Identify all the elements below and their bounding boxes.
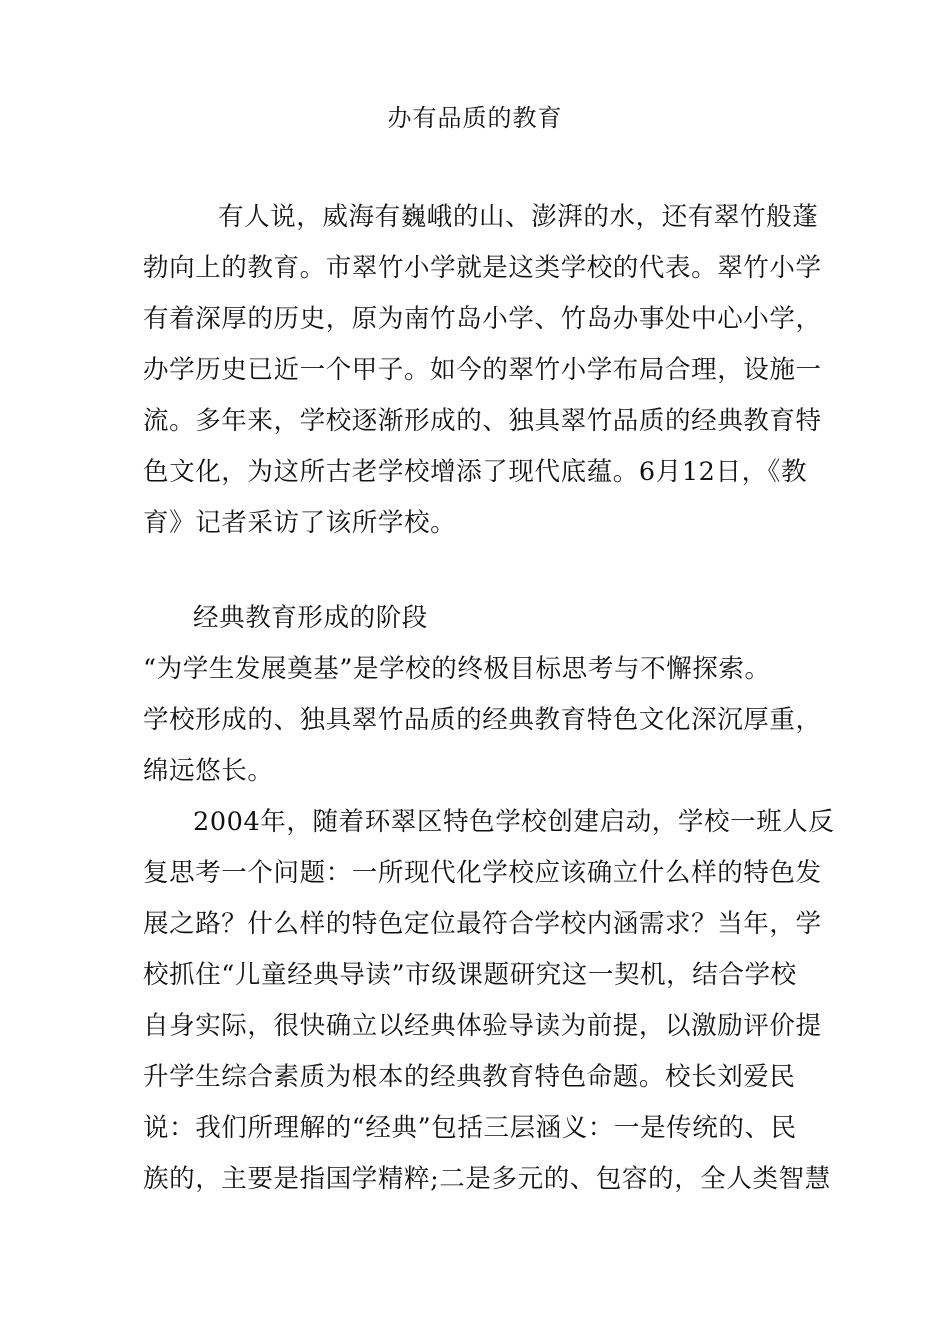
intro-line-1: 有人说，威海有巍峨的山、澎湃的水，还有翠竹般蓬 (218, 202, 819, 232)
para2-line-6: 升学生综合素质为根本的经典教育特色命题。校长刘爱民 (143, 1062, 796, 1092)
para1-line-1: “为学生发展奠基”是学校的终极目标思考与不懈探索。 (143, 654, 771, 684)
intro-line-3: 有着深厚的历史，原为南竹岛小学、竹岛办事处中心小学， (143, 304, 822, 334)
para2-line-5: 自身实际，很快确立以经典体验导读为前提，以激励评价提 (143, 1011, 822, 1041)
para2-line-7: 说：我们所理解的“经典”包括三层涵义：一是传统的、民 (143, 1113, 797, 1143)
para1-line-3: 绵远悠长。 (143, 756, 274, 786)
para1-line-2: 学校形成的、独具翠竹品质的经典教育特色文化深沉厚重， (143, 705, 822, 735)
intro-line-5: 流。多年来，学校逐渐形成的、独具翠竹品质的经典教育特 (143, 406, 822, 436)
document-title: 办有品质的教育 (387, 104, 563, 132)
para2-line-3: 展之路？什么样的特色定位最符合学校内涵需求？当年，学 (143, 909, 822, 939)
section-heading: 经典教育形成的阶段 (193, 603, 428, 633)
para2-line-4: 校抓住“儿童经典导读”市级课题研究这一契机，结合学校 (143, 960, 797, 990)
intro-line-6: 色文化，为这所古老学校增添了现代底蕴。6月12日，《教 (143, 457, 808, 487)
para2-line-1: 2004年，随着环翠区特色学校创建启动，学校一班人反 (193, 807, 835, 837)
para2-line-8: 族的，主要是指国学精粹;二是多元的、包容的，全人类智慧 (143, 1164, 831, 1194)
intro-line-7: 育》记者采访了该所学校。 (143, 508, 457, 538)
para2-line-2: 复思考一个问题：一所现代化学校应该确立什么样的特色发 (143, 858, 822, 888)
intro-line-2: 勃向上的教育。市翠竹小学就是这类学校的代表。翠竹小学 (143, 253, 822, 283)
intro-line-4: 办学历史已近一个甲子。如今的翠竹小学布局合理，设施一 (143, 355, 822, 385)
